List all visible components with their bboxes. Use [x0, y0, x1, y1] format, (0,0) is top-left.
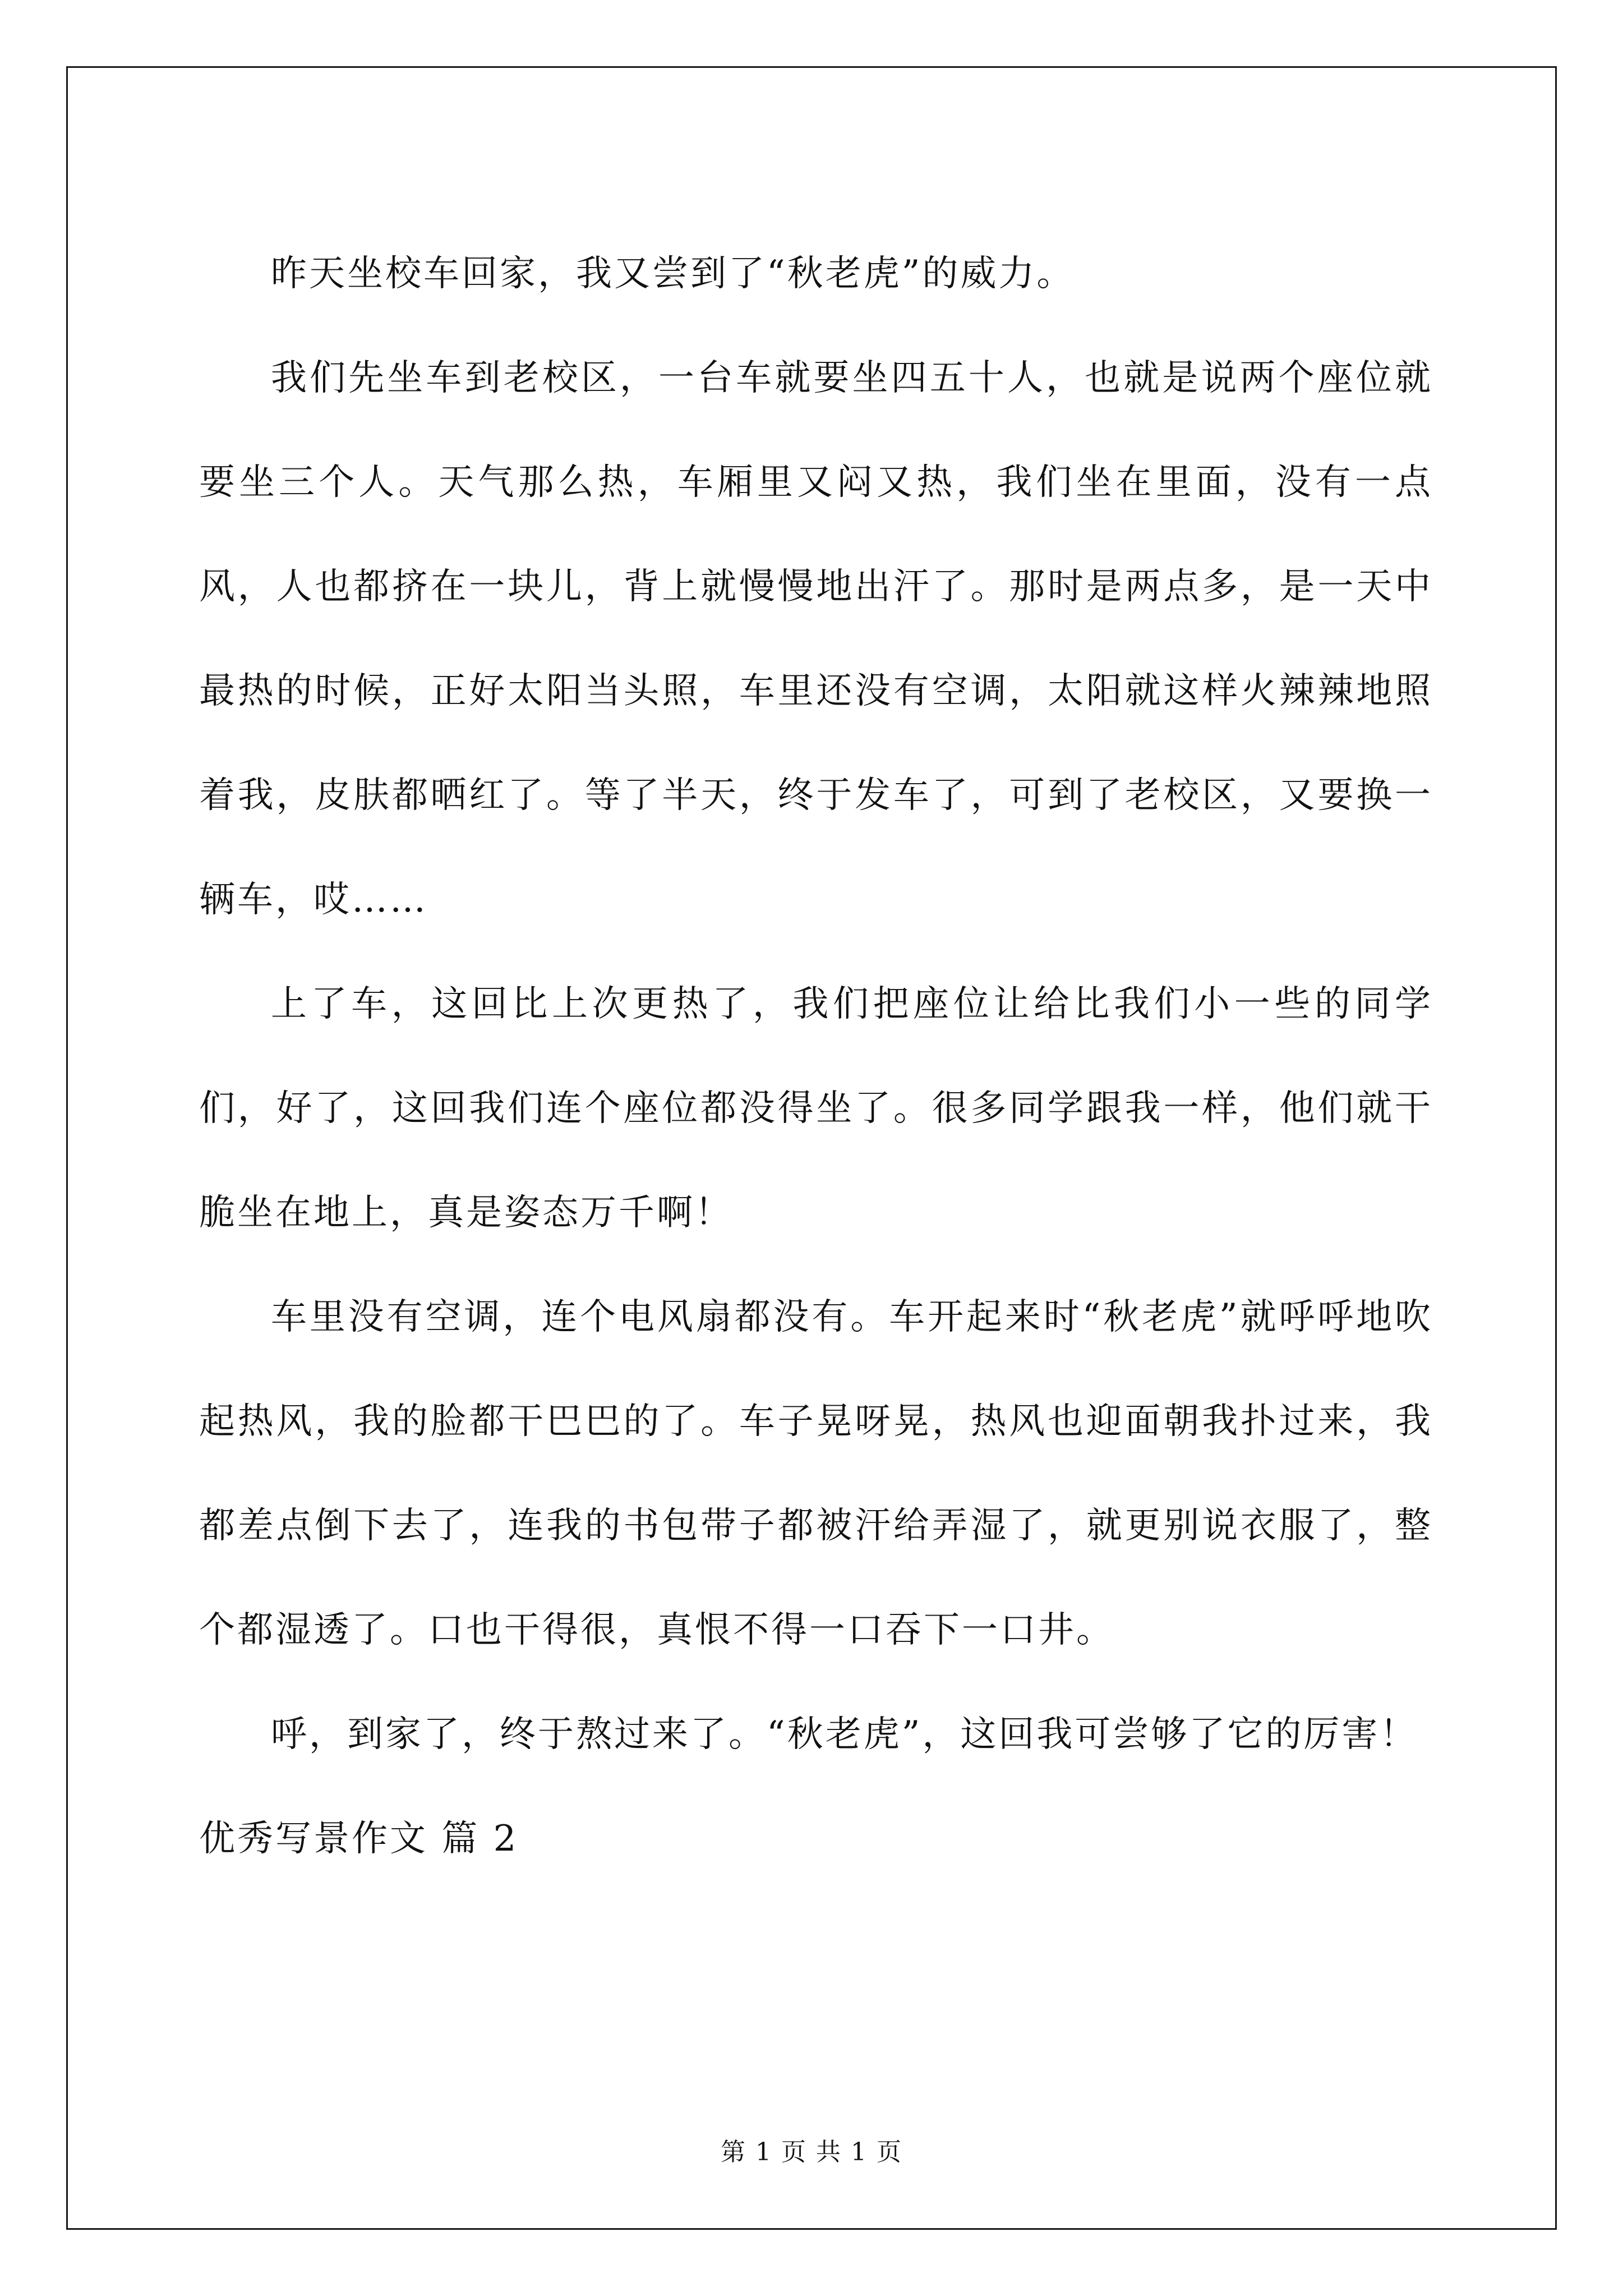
- paragraph-4: 车里没有空调，连个电风扇都没有。车开起来时“秋老虎”就呼呼地吹起热风，我的脸都干巴巴的了。车子晃呀晃，热风也迎面朝我扑过来，我都差点倒下去了，连我的书包带子都被汗给弄湿了，就更别说衣服了，整个都湿透了。口也干得很，真恨不得一口吞下一口井。: [199, 1296, 1433, 1651]
- section-heading: 优秀写景作文 篇 2: [199, 1818, 519, 1860]
- article-body: [199, 222, 1433, 1891]
- paragraph-3: 上了车，这回比上次更热了，我们把座位让给比我们小一些的同学们，好了，这回我们连个座位都没得坐了。很多同学跟我一样，他们就干脆坐在地上，真是姿态万千啊！: [199, 983, 1433, 1234]
- page-number-footer: 第 1 页 共 1 页: [721, 2138, 902, 2166]
- paragraph-2: 我们先坐车到老校区，一台车就要坐四五十人，也就是说两个座位就要坐三个人。天气那么热，车厢里又闷又热，我们坐在里面，没有一点风，人也都挤在一块儿，背上就慢慢地出汗了。那时是两点多，是一天中最热的时候，正好太阳当头照，车里还没有空调，太阳就这样火辣辣地照着我，皮肤都晒红了。等了半天，终于发车了，可到了老校区，又要换一辆车，哎……: [199, 357, 1433, 921]
- paragraph-1: 昨天坐校车回家，我又尝到了“秋老虎”的威力。: [271, 253, 1075, 295]
- paragraph-5: 呼，到家了，终于熬过来了。“秋老虎”，这回我可尝够了它的厉害！: [271, 1714, 1418, 1755]
